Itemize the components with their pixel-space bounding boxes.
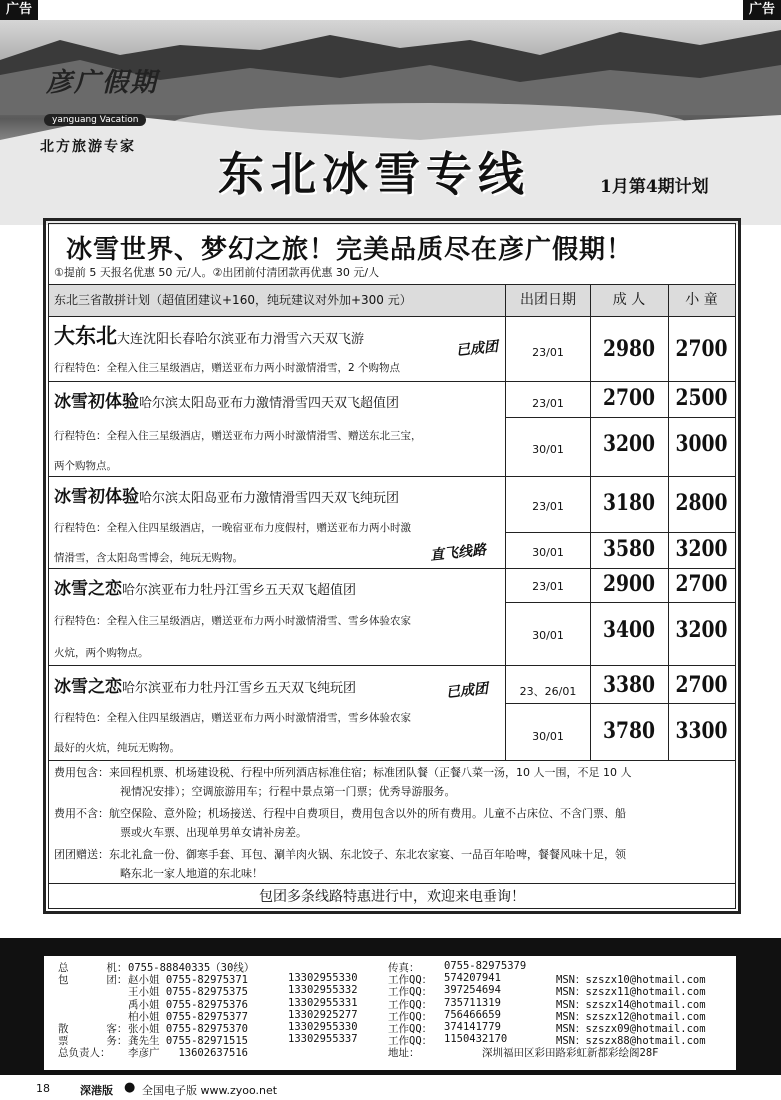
contact-msn[interactable]: MSN：szszx09@hotmail.com: [556, 1023, 706, 1035]
adult-price: 3400: [602, 617, 656, 643]
route-title: 冰雪之恋哈尔滨亚布力牡丹江雪乡五天双飞超值团: [54, 579, 357, 599]
ad-tag-left: 广告: [0, 0, 38, 20]
contact-qq-label: 工作QQ：: [388, 974, 433, 986]
child-price: 2500: [675, 385, 728, 411]
contact-mobile: 13302955337: [288, 1033, 358, 1045]
contact-label: 总负责人：: [58, 1047, 111, 1059]
contact-mobile: 13302955331: [288, 997, 358, 1009]
route-feature: 行程特色：全程入住四星级酒店，赠送亚布力两小时激情滑雪，雪乡体验农家: [54, 712, 411, 724]
contact-msn[interactable]: MSN：szszx12@hotmail.com: [556, 1011, 706, 1023]
fee-excluded: 费用不含：航空保险、意外险；机场接送、行程中自费项目，费用包含以外的所有费用。儿童不占床位、不含门票、船 票或火车票、出现单男单女请补房差。: [54, 807, 626, 839]
adult-price: 3580: [602, 536, 656, 562]
contact-name: 龚先生 0755-82971515: [128, 1035, 249, 1047]
closing-line: 包团多条线路特惠进行中，欢迎来电垂询！: [259, 889, 525, 905]
edition-label: 深港版: [80, 1084, 113, 1097]
plan-label: 1月第4期计划: [600, 177, 709, 197]
contact-label: 散 客：: [58, 1023, 128, 1035]
header-adult: 成 人: [612, 292, 646, 308]
contact-mobile: 13302955330: [288, 1021, 358, 1033]
contact-mobile: 13302925277: [288, 1009, 358, 1021]
stamp-formed: 已成团: [455, 338, 499, 360]
route-feature: 最好的火炕，纯玩无购物。: [54, 742, 180, 754]
contact-mobile: 13302955332: [288, 984, 358, 996]
header-plan: 东北三省散拼计划（超值团建议+160，纯玩建议对外加+300 元）: [54, 293, 412, 307]
route-title: 大东北大连沈阳长春哈尔滨亚布力滑雪六天双飞游: [54, 324, 365, 348]
departure-date: 30/01: [532, 629, 564, 642]
route-title: 冰雪初体验哈尔滨太阳岛亚布力激情滑雪四天双飞超值团: [54, 392, 400, 412]
headline: 冰雪世界、梦幻之旅！完美品质尽在彦广假期！: [66, 235, 634, 265]
contact-qq: 735711319: [444, 997, 501, 1009]
child-price: 3200: [675, 617, 728, 643]
adult-price: 3200: [602, 431, 656, 457]
stamp-formed: 已成团: [445, 680, 489, 702]
departure-date: 23/01: [532, 580, 564, 593]
contact-qq-label: 传真：: [388, 962, 420, 974]
route-feature: 情滑雪，含太阳岛雪博会，纯玩无购物。: [54, 552, 243, 564]
fee-included: 费用包含：来回程机票、机场建设税、行程中所列酒店标准住宿；标准团队餐（正餐八菜一汤，10 人一围，不足 10 人 视情况安排）；空调旅游用车；行程中景点第一门票；优秀导游服务。: [54, 766, 632, 798]
contact-name: 柏小姐 0755-82975377: [128, 1011, 249, 1023]
contact-name: 0755-88840335（30线）: [128, 962, 255, 974]
departure-date: 23、26/01: [519, 685, 577, 698]
departure-date: 30/01: [532, 730, 564, 743]
contact-msn[interactable]: MSN：szszx10@hotmail.com: [556, 974, 706, 986]
contact-name: 张小姐 0755-82975370: [128, 1023, 249, 1035]
route-feature: 行程特色：全程入住三星级酒店，赠送亚布力两小时激情滑雪，2 个购物点: [54, 362, 401, 374]
child-price: 2700: [675, 571, 728, 597]
contact-mobile: 13302955330: [288, 972, 358, 984]
adult-price: 2700: [602, 385, 656, 411]
contact-name: 李彦广 13602637516: [128, 1047, 249, 1059]
header-child: 小 童: [685, 292, 718, 308]
contact-msn[interactable]: MSN：szszx88@hotmail.com: [556, 1035, 706, 1047]
departure-date: 23/01: [532, 500, 564, 513]
contact-qq-label: 工作QQ：: [388, 1035, 433, 1047]
departure-date: 23/01: [532, 346, 564, 359]
contact-label: 包 团：: [58, 974, 128, 986]
child-price: 3300: [675, 718, 728, 744]
page-number: 18: [36, 1082, 50, 1095]
group-gifts: 团团赠送：东北礼盒一份、御寒手套、耳包、涮羊肉火锅、东北饺子、东北农家宴、一品百年哈啤，餐餐风味十足，领 略东北一家人地道的东北味！: [54, 848, 626, 880]
route-feature: 行程特色：全程入住四星级酒店，一晚宿亚布力度假村，赠送亚布力两小时激: [54, 522, 411, 534]
child-price: 2800: [675, 490, 728, 516]
route-feature: 行程特色：全程入住三星级酒店，赠送亚布力两小时激情滑雪、赠送东北三宝，: [54, 430, 422, 442]
child-price: 3000: [675, 431, 728, 457]
brand-subtitle: yanguang Vacation: [44, 114, 146, 126]
route-feature: 两个购物点。: [54, 460, 117, 472]
contact-qq: 374141779: [444, 1021, 501, 1033]
brand-logo: 彦广假期: [46, 68, 159, 98]
adult-price: 3780: [602, 718, 656, 744]
adult-price: 3180: [602, 490, 656, 516]
contact-qq-label: 地址：: [388, 1047, 420, 1059]
page-title: 东北冰雪专线: [218, 147, 530, 201]
contact-qq-label: 工作QQ：: [388, 1011, 433, 1023]
contact-qq: 深圳福田区彩田路彩虹新都彩绘阁28F: [482, 1047, 659, 1059]
contact-qq-label: 工作QQ：: [388, 1023, 433, 1035]
departure-date: 30/01: [532, 546, 564, 559]
departure-date: 23/01: [532, 397, 564, 410]
contact-msn[interactable]: MSN：szszx11@hotmail.com: [556, 986, 706, 998]
child-price: 3200: [675, 536, 728, 562]
contact-qq: 574207941: [444, 972, 501, 984]
contact-label: 票 务：: [58, 1035, 128, 1047]
discount-note: ①提前 5 天报名优惠 50 元/人。②出团前付清团款再优惠 30 元/人: [54, 266, 380, 279]
contact-qq: 397254694: [444, 984, 501, 996]
adult-price: 3380: [602, 672, 656, 698]
route-title: 冰雪之恋哈尔滨亚布力牡丹江雪乡五天双飞纯玩团: [54, 677, 357, 697]
ad-tag-right: 广告: [743, 0, 781, 20]
route-title: 冰雪初体验哈尔滨太阳岛亚布力激情滑雪四天双飞纯玩团: [54, 487, 400, 507]
brand-slogan: 北方旅游专家: [40, 139, 136, 155]
stamp-direct-flight: 直飞线路: [429, 542, 487, 564]
contact-qq-label: 工作QQ：: [388, 986, 433, 998]
contact-qq: 1150432170: [444, 1033, 508, 1045]
child-price: 2700: [675, 336, 728, 362]
contact-qq: 0755-82975379: [444, 960, 527, 972]
site-link[interactable]: 全国电子版 www.zyoo.net: [142, 1084, 278, 1097]
child-price: 2700: [675, 672, 728, 698]
contact-qq: 756466659: [444, 1009, 501, 1021]
contact-label: 总 机：: [58, 962, 128, 974]
contact-qq-label: 工作QQ：: [388, 999, 433, 1011]
departure-date: 30/01: [532, 443, 564, 456]
adult-price: 2900: [602, 571, 656, 597]
route-feature: 火炕，两个购物点。: [54, 647, 149, 659]
header-date: 出团日期: [520, 292, 576, 308]
contact-name: 禹小姐 0755-82975376: [128, 999, 249, 1011]
adult-price: 2980: [602, 336, 656, 362]
globe-icon: ●: [124, 1080, 136, 1095]
contact-msn[interactable]: MSN：szszx14@hotmail.com: [556, 999, 706, 1011]
contact-name: 赵小姐 0755-82975371: [128, 974, 249, 986]
contact-name: 王小姐 0755-82975375: [128, 986, 249, 998]
route-feature: 行程特色：全程入住三星级酒店，赠送亚布力两小时激情滑雪、雪乡体验农家: [54, 615, 411, 627]
